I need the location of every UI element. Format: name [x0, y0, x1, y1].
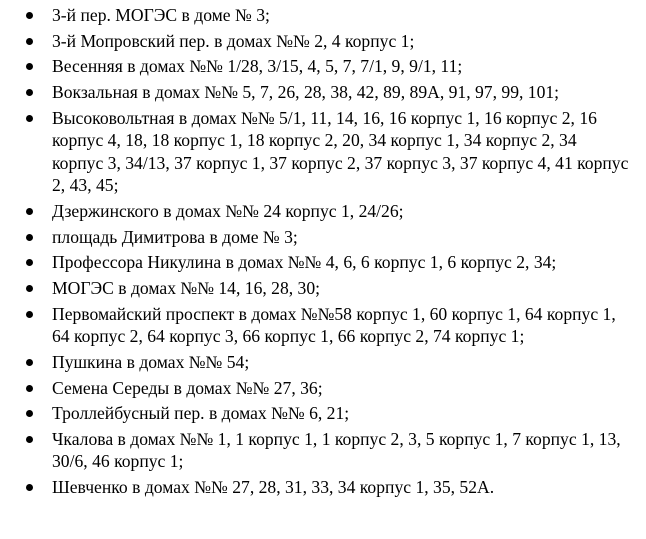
- bullet-icon: [26, 484, 33, 491]
- bullet-icon: [26, 208, 33, 215]
- list-item: [0, 351, 646, 374]
- bullet-icon: [26, 115, 33, 122]
- list-item: [0, 81, 646, 104]
- list-item-text: площадь Димитрова в доме № 3;: [52, 226, 298, 247]
- list-item: [0, 277, 646, 300]
- list-item: [0, 4, 646, 27]
- list-item-text: 3-й пер. МОГЭС в доме № 3;: [52, 5, 270, 25]
- bullet-icon: [26, 410, 33, 417]
- list-item: [0, 428, 646, 473]
- list-item: [0, 107, 646, 197]
- bullet-icon: [26, 89, 33, 96]
- list-item-text: Профессора Никулина в домах №№ 4, 6, 6 корпус 1, 6 корпус 2, 34;: [52, 252, 557, 273]
- list-item: [0, 402, 646, 425]
- address-list: [0, 4, 646, 499]
- list-item: [0, 226, 646, 249]
- bullet-icon: [26, 285, 33, 292]
- list-item-text: Троллейбусный пер. в домах №№ 6, 21;: [52, 403, 350, 424]
- bullet-icon: [26, 259, 33, 266]
- list-item-text: Вокзальная в домах №№ 5, 7, 26, 28, 38, 42, 89, 89А, 91, 97, 99, 101;: [52, 82, 560, 103]
- list-item: [0, 303, 646, 348]
- list-item-text: Высоковольтная в домах №№ 5/1, 11, 14, 16, 16 корпус 1, 16 корпус 2, 16 корпус 4, 18, 18 корпус 1, 18 корпус 2, 20, 34 корпус 1, 34 корпус 2, 34 корпус 3, 34/13, 37 корпус 1, 37 корпус 2, 37 корпус 3, 37 корпус 4, 41 корпус 2, 43, 45;: [52, 107, 629, 196]
- document-page: [0, 4, 646, 502]
- list-item-text: Шевченко в домах №№ 27, 28, 31, 33, 34 корпус 1, 35, 52А.: [52, 477, 495, 498]
- list-item-text: Весенняя в домах №№ 1/28, 3/15, 4, 5, 7, 7/1, 9, 9/1, 11;: [52, 56, 463, 77]
- bullet-icon: [26, 385, 33, 392]
- list-item: [0, 30, 646, 53]
- list-item-text: 3-й Мопровский пер. в домах №№ 2, 4 корпус 1;: [52, 30, 415, 51]
- bullet-icon: [26, 63, 33, 70]
- bullet-icon: [26, 38, 33, 45]
- bullet-icon: [26, 359, 33, 366]
- bullet-icon: [26, 311, 33, 318]
- list-item: [0, 251, 646, 274]
- list-item: [0, 200, 646, 223]
- bullet-icon: [26, 234, 33, 241]
- bullet-icon: [26, 12, 33, 19]
- list-item-text: Дзержинского в домах №№ 24 корпус 1, 24/26;: [52, 200, 404, 221]
- list-item: [0, 377, 646, 400]
- bullet-icon: [26, 436, 33, 443]
- list-item-text: Чкалова в домах №№ 1, 1 корпус 1, 1 корпус 2, 3, 5 корпус 1, 7 корпус 1, 13, 30/6, 46 корпус 1;: [52, 428, 621, 472]
- list-item: [0, 55, 646, 78]
- list-item-text: Семена Середы в домах №№ 27, 36;: [52, 377, 323, 398]
- list-item-text: Пушкина в домах №№ 54;: [52, 351, 250, 372]
- list-item-text: МОГЭС в домах №№ 14, 16, 28, 30;: [52, 278, 321, 298]
- list-item-text: Первомайский проспект в домах №№58 корпус 1, 60 корпус 1, 64 корпус 1, 64 корпус 2, 64 корпус 3, 66 корпус 1, 66 корпус 2, 74 корпус 1;: [52, 303, 616, 347]
- list-item: [0, 476, 646, 499]
